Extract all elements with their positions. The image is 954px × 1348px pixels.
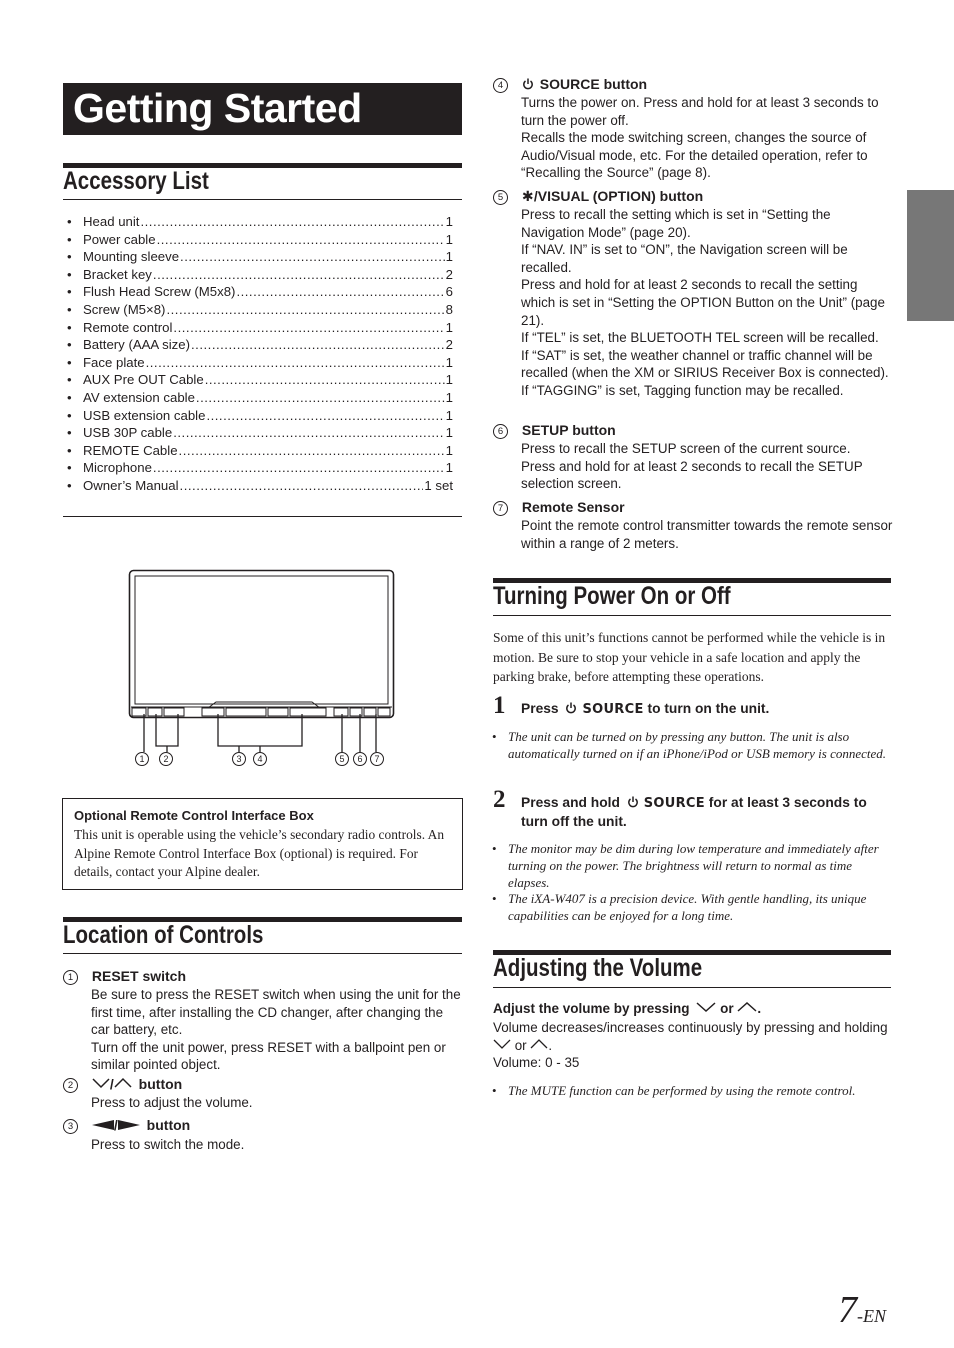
location-heading: Location of Controls <box>63 921 264 949</box>
accessory-qty: 1 <box>445 372 453 388</box>
control-text: Recalls the mode switching screen, changes the source of Audio/Visual mode, etc. For the detailed operation, refer to “Recalling the Source” (page 8). <box>521 130 868 181</box>
volume-body: Volume decreases/increases continuously by pressing and holding or . Volume: 0 - 35 <box>493 1019 891 1072</box>
bullet: • <box>67 214 72 229</box>
control-title: Remote Sensor <box>521 499 625 515</box>
section-underline <box>63 199 462 200</box>
control-6-body <box>521 440 893 493</box>
accessory-qty: 6 <box>445 284 453 300</box>
accessory-qty: 1 <box>445 319 453 335</box>
leader-dots <box>157 231 445 249</box>
accessory-item <box>63 283 453 301</box>
bullet: • <box>67 249 72 265</box>
callout-6 <box>354 753 367 766</box>
accessory-item <box>63 459 453 477</box>
control-text: Press to recall the SETUP screen of the current source. <box>521 441 851 456</box>
leader-dots <box>180 477 424 495</box>
bullet: • <box>67 266 72 282</box>
volume-down-icon <box>696 1000 716 1018</box>
leader-dots <box>166 301 444 319</box>
unit-buttons <box>132 708 390 716</box>
accessory-item <box>63 407 453 425</box>
volume-lead-text: or <box>720 1001 734 1016</box>
page-title: Getting Started <box>73 85 362 131</box>
callout-leaders <box>144 714 376 752</box>
control-title: button <box>138 1076 183 1092</box>
bullet: • <box>67 389 72 405</box>
control-text: Press and hold for at least 2 seconds to recall the setting which is set in “Setting the OPTION Button on the Unit” (page 21). <box>521 277 885 328</box>
bullet: • <box>67 407 72 423</box>
leader-dots <box>153 459 445 477</box>
control-text: If “NAV. IN” is set to “ON”, the Navigation screen will be recalled. <box>521 242 848 275</box>
control-7-body: Point the remote control transmitter towards the remote sensor within a range of 2 meters. <box>521 518 893 551</box>
accessory-heading: Accessory List <box>63 167 209 195</box>
accessory-name: Flush Head Screw (M5x8) <box>83 284 236 300</box>
bullet: • <box>67 442 72 458</box>
control-number: 4 <box>493 78 508 93</box>
page-title-banner <box>63 83 462 135</box>
note-3 <box>492 890 891 924</box>
accessory-item <box>63 248 453 266</box>
callout-label: 6 <box>357 754 363 764</box>
section-underline <box>493 987 891 988</box>
control-text: If “SAT” is set, the weather channel or traffic channel will be recalled (when the XM or SIRIUS Receiver Box is connected). <box>521 347 889 381</box>
volume-lead-text: Adjust the volume by pressing <box>493 1001 690 1016</box>
leader-dots <box>146 354 445 372</box>
control-3-body: Press to switch the mode. <box>91 1137 245 1152</box>
control-5-heading <box>493 188 703 205</box>
asterisk-icon: ✱ <box>521 188 534 204</box>
divider <box>63 516 462 517</box>
page-number-digit: 7 <box>838 1289 857 1331</box>
bullet: • <box>67 477 72 493</box>
accessory-name: Remote control <box>83 319 173 335</box>
source-label: SOURCE <box>582 702 644 717</box>
leader-dots <box>179 442 445 460</box>
note-title: Optional Remote Control Interface Box <box>74 808 314 823</box>
accessory-qty: 1 <box>445 214 453 229</box>
bullet: • <box>67 372 72 388</box>
callout-label: 1 <box>139 754 145 764</box>
control-title: button <box>146 1117 191 1133</box>
callout-label: 7 <box>374 754 380 764</box>
callout-1 <box>136 753 149 766</box>
leader-dots <box>140 213 444 231</box>
step-text: Press and hold <box>521 795 620 810</box>
leader-dots <box>153 266 445 284</box>
control-number: 5 <box>493 190 508 205</box>
accessory-item <box>63 231 453 249</box>
step-2-number: 2 <box>493 786 506 813</box>
bullet: • <box>67 337 72 353</box>
callout-label: 5 <box>339 754 345 764</box>
accessory-list <box>63 213 453 495</box>
control-title: /VISUAL (OPTION) button <box>533 188 704 204</box>
accessory-qty: 1 <box>445 460 453 476</box>
control-text: If “TAGGING” is set, Tagging function may be recalled. <box>521 382 844 398</box>
accessory-name: Microphone <box>83 460 152 476</box>
control-title: SETUP button <box>521 422 616 438</box>
leader-dots <box>180 248 445 266</box>
control-text: Turn off the unit power, press RESET with a ballpoint pen or similar pointed object. <box>91 1039 446 1073</box>
bullet: • <box>492 891 497 906</box>
bullet: • <box>67 425 72 441</box>
callout-5 <box>336 753 349 766</box>
section-underline <box>493 615 891 616</box>
section-underline <box>63 953 462 954</box>
accessory-item <box>63 301 453 319</box>
accessory-name: REMOTE Cable <box>83 442 178 458</box>
control-title: RESET switch <box>91 968 187 984</box>
volume-text: Volume decreases/increases continuously by pressing and holding <box>493 1020 888 1035</box>
source-label: SOURCE <box>643 796 705 811</box>
page-number <box>838 1288 886 1332</box>
control-3-heading: 3 / button <box>63 1117 190 1134</box>
note-body: This unit is operable using the vehicle’s secondary radio controls. An Alpine Remote Control Interface Box (optional) is required. For details, contact your Alpine dealer. <box>74 827 445 879</box>
bullet: • <box>67 354 72 370</box>
accessory-item <box>63 442 453 460</box>
control-4-body <box>521 94 893 182</box>
accessory-item <box>63 354 453 372</box>
control-4-heading <box>493 76 647 93</box>
volume-up-icon <box>737 1000 757 1018</box>
volume-up-icon <box>114 1076 132 1092</box>
note-text: The monitor may be dim during low temperature and immediately after turning on the power. The brightness will return to normal as time elapses. <box>508 841 879 890</box>
control-title: SOURCE button <box>539 76 648 92</box>
accessory-item <box>63 371 453 389</box>
callout-2 <box>160 753 173 766</box>
accessory-name: Head unit <box>83 214 140 229</box>
accessory-qty: 1 <box>445 407 453 423</box>
callout-label: 3 <box>236 754 242 764</box>
page-number-suffix: -EN <box>857 1306 886 1326</box>
remote-interface-note <box>62 798 463 890</box>
step-text: to turn on the unit. <box>647 701 770 716</box>
bullet: • <box>492 729 497 744</box>
step-text: for at least 3 seconds to turn off the unit. <box>521 795 867 829</box>
control-5-body <box>521 206 893 400</box>
leader-dots <box>196 389 445 407</box>
callout-3 <box>233 753 246 766</box>
unit-screen <box>135 576 388 704</box>
note-text: The unit can be turned on by pressing any button. The unit is also automatically turned on if an iPhone/iPod or USB memory is connected. <box>508 729 887 761</box>
callout-label: 2 <box>163 754 169 764</box>
step-text: Press <box>521 701 559 716</box>
control-text: Press and hold for at least 2 seconds to recall the SETUP selection screen. <box>521 458 863 492</box>
control-7-heading <box>493 499 625 516</box>
control-text: Turns the power on. Press and hold for at least 3 seconds to turn the power off. <box>521 95 879 128</box>
power-icon <box>627 795 641 813</box>
accessory-qty: 1 <box>445 425 453 441</box>
power-heading: Turning Power On or Off <box>493 582 731 610</box>
control-6-heading <box>493 422 616 439</box>
volume-range: Volume: 0 - 35 <box>493 1055 580 1071</box>
mode-right-icon <box>118 1117 140 1133</box>
accessory-name: Mounting sleeve <box>83 249 180 265</box>
chapter-tab <box>907 190 954 321</box>
power-icon <box>522 77 536 93</box>
bullet: • <box>67 460 72 476</box>
accessory-qty: 1 <box>445 389 453 405</box>
accessory-qty: 2 <box>445 337 453 353</box>
control-number: 1 <box>63 970 78 985</box>
bullet: • <box>67 284 72 300</box>
accessory-item <box>63 336 453 354</box>
leader-dots <box>191 336 445 354</box>
accessory-qty: 1 <box>445 442 453 458</box>
control-number: 2 <box>63 1078 78 1093</box>
note-text: The MUTE function can be performed by using the remote control. <box>508 1083 856 1098</box>
control-text: Be sure to press the RESET switch when using the unit for the first time, after installing the CD changer, after changing the car battery, etc. <box>91 987 461 1038</box>
head-unit-diagram <box>128 569 396 769</box>
power-icon <box>565 701 579 719</box>
control-text: If “TEL” is set, the BLUETOOTH TEL screen will be recalled. <box>521 330 879 346</box>
callout-7 <box>371 753 384 766</box>
note-2 <box>492 840 891 891</box>
accessory-name: Bracket key <box>83 266 152 282</box>
control-2-body: Press to adjust the volume. <box>91 1095 253 1110</box>
bullet: • <box>492 841 497 856</box>
control-2-heading: 2 / button <box>63 1076 182 1093</box>
accessory-name: Owner’s Manual <box>83 477 179 493</box>
volume-up-icon <box>530 1037 548 1055</box>
accessory-item <box>63 319 453 337</box>
accessory-item <box>63 477 453 495</box>
accessory-item <box>63 389 453 407</box>
bullet: • <box>492 1083 497 1098</box>
volume-down-icon <box>92 1076 110 1092</box>
bullet: • <box>67 319 72 335</box>
leader-dots <box>205 371 445 389</box>
accessory-name: AV extension cable <box>83 389 195 405</box>
step-1-number: 1 <box>493 692 506 719</box>
step-2-text <box>521 794 893 831</box>
note-1 <box>492 728 891 762</box>
accessory-qty: 8 <box>445 301 453 317</box>
volume-heading: Adjusting the Volume <box>493 954 703 982</box>
accessory-name: Screw (M5×8) <box>83 301 166 317</box>
leader-dots <box>173 424 444 442</box>
volume-lead: Adjust the volume by pressing or . <box>493 1001 762 1016</box>
bullet: • <box>67 301 72 317</box>
volume-down-icon <box>493 1037 511 1055</box>
control-number: 7 <box>493 501 508 516</box>
accessory-item <box>63 266 453 284</box>
accessory-qty: 2 <box>445 266 453 282</box>
accessory-name: USB extension cable <box>83 407 206 423</box>
control-1-heading <box>63 968 186 985</box>
accessory-name: Battery (AAA size) <box>83 337 190 353</box>
accessory-name: USB 30P cable <box>83 425 173 441</box>
control-number: 3 <box>63 1119 78 1134</box>
accessory-item <box>63 213 453 231</box>
power-intro: Some of this unit’s functions cannot be performed while the vehicle is in motion. Be sure to stop your vehicle in a safe location and apply the parking brake, before attempting these operations. <box>493 630 886 684</box>
note-text: The iXA-W407 is a precision device. With gentle handling, its unique capabilities can be enjoyed for a long time. <box>508 891 867 923</box>
leader-dots <box>206 407 444 425</box>
volume-text: or <box>514 1037 527 1053</box>
callout-label: 4 <box>257 754 263 764</box>
leader-dots <box>236 283 444 301</box>
accessory-qty: 1 <box>445 231 453 247</box>
leader-dots <box>173 319 444 337</box>
control-number: 6 <box>493 424 508 439</box>
accessory-item <box>63 424 453 442</box>
step-1-text <box>521 700 891 719</box>
bullet: • <box>67 231 72 247</box>
accessory-qty: 1 set <box>424 477 453 493</box>
control-1-body <box>91 986 461 1074</box>
accessory-name: Power cable <box>83 231 156 247</box>
accessory-qty: 1 <box>445 354 453 370</box>
accessory-name: AUX Pre OUT Cable <box>83 372 204 388</box>
callout-4 <box>254 753 267 766</box>
control-text: Press to recall the setting which is set in “Setting the Navigation Mode” (page 20). <box>521 207 831 240</box>
mode-left-icon <box>92 1117 114 1133</box>
accessory-qty: 1 <box>445 249 453 265</box>
note-4 <box>492 1082 891 1099</box>
accessory-name: Face plate <box>83 354 145 370</box>
